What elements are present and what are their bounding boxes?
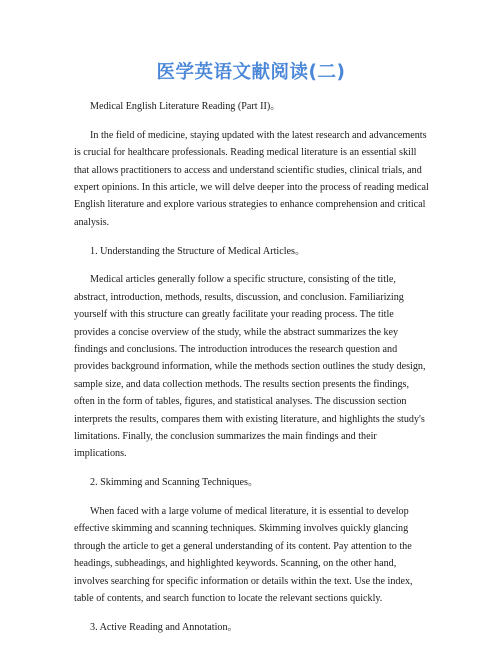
document-body (74, 98, 430, 648)
paragraph-subtitle: Medical English Literature Reading (Part II)。 (90, 101, 281, 112)
document-title: 医学英语文献阅读(二) (156, 62, 346, 83)
paragraph-structure: Medical articles generally follow a specific structure, consisting of the title, abstract, introduction, methods, results, discussion, and conclusion. Familiarizing yourself with this structure can greatly facilitate your reading process. The title provides a concise overview of the study, while the abstract summarizes the key findings and conclusions. The introduction introduces the research question and provides background information, while the methods section outlines the study design, sample size, and data collection methods. The results section presents the findings, often in the form of tables, figures, and statistical analyses. The discussion section interprets the results, compares them with existing literature, and highlights the study's limitations. Finally, the conclusion summarizes the main findings and their implications. (74, 274, 426, 460)
paragraph-skimming: When faced with a large volume of medical literature, it is essential to develop effective skimming and scanning techniques. Skimming involves quickly glancing through the article to get a general understanding of its content. Pay attention to the headings, subheadings, and highlighted keywords. Scanning, on the other hand, involves searching for specific information or details within the text. Use the index, table of contents, and search function to locate the relevant sections quickly. (74, 506, 413, 605)
section-heading-3: 3. Active Reading and Annotation。 (90, 621, 238, 633)
section-heading-1: 1. Understanding the Structure of Medical Articles。 (90, 245, 306, 257)
paragraph-intro: In the field of medicine, staying updated with the latest research and advancements is crucial for healthcare professionals. Reading medical literature is an essential skill that allows practitioners to access and understand scientific studies, clinical trials, and expert opinions. In this article, we will delve deeper into the process of reading medical English literature and explore various strategies to enhance comprehension and critical analysis. (74, 129, 429, 228)
section-heading-2: 2. Skimming and Scanning Techniques。 (90, 477, 259, 489)
